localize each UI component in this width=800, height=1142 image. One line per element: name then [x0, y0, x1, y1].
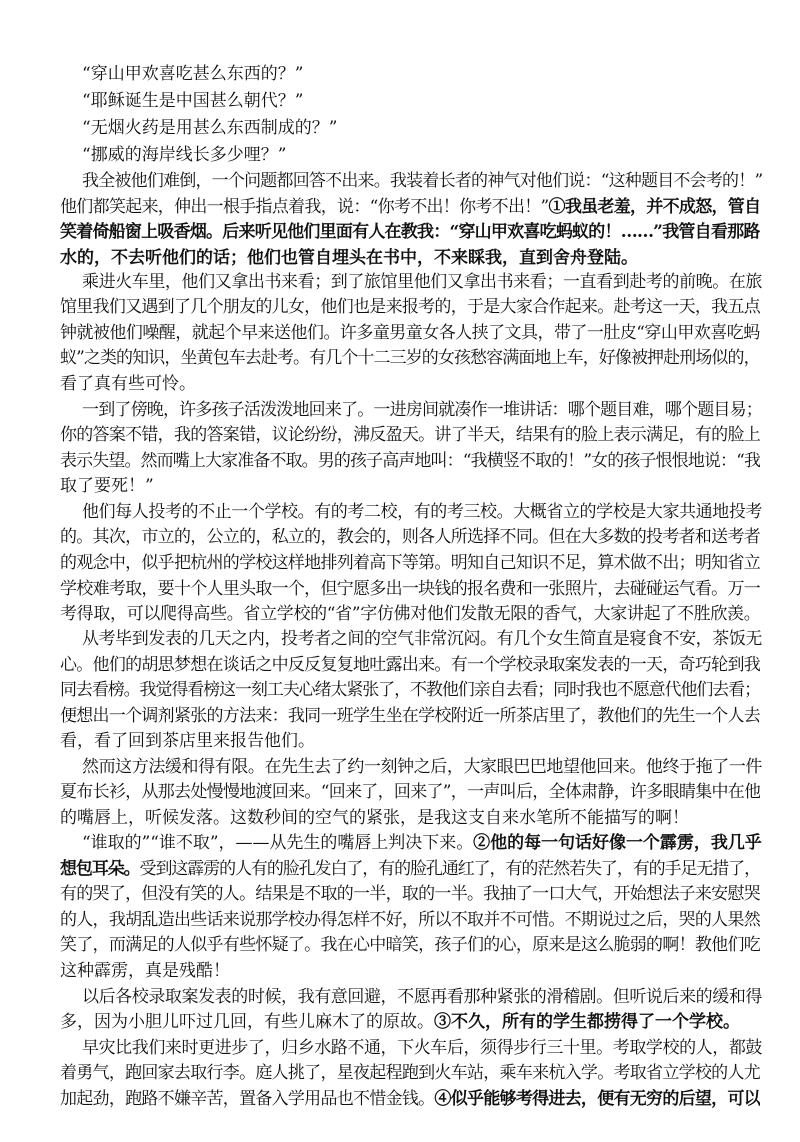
text-line — [82, 502, 762, 522]
text-segment: 的嘴唇上，听候发落。这数秒间的空气的紧张，是我这支自来水笔所不能描写的啊！ — [60, 808, 689, 828]
underlined-text-segment: ①我虽老羞，并不成怒，管自 — [548, 197, 760, 217]
text-line — [60, 731, 460, 751]
text-line — [60, 655, 760, 675]
text-segment: 从考毕到发表的几天之内，投考者之间的空气非常沉闷。有几个女生简直是寝食不安，茶饭无 — [82, 629, 762, 649]
text-line — [60, 808, 760, 828]
text-segment: 看了真有些可怜。 — [60, 374, 196, 394]
text-line — [60, 425, 760, 445]
text-segment: 表示失望。然而嘴上大家准备不取。男的孩子高声地叫：“我横竖不取的！”女的孩子恨恨地说：“我 — [60, 451, 760, 471]
text-segment: 我全被他们难倒，一个问题都回答不出来。我装着长者的神气对他们说：“这种题目不会考的！” — [82, 171, 762, 191]
text-line — [60, 579, 760, 599]
text-segment: 有的哭了，但没有笑的人。结果是不取的一半，取的一半。我抽了一口大气，开始想法子来安慰哭 — [60, 884, 760, 904]
text-line — [60, 961, 360, 981]
text-segment: 这种霹雳，真是残酷！ — [60, 961, 230, 981]
text-segment: 钟就被他们噪醒，就起个早来送他们。许多童男童女各人挟了文具，带了一肚皮“穿山甲欢喜吃蚂 — [60, 323, 760, 343]
text-segment: 的。其次，市立的，公立的，私立的，教会的，则各人所选择不同。但在大多数的投考者和送考者 — [60, 527, 760, 547]
text-segment: “谁取的”“谁不取”，——从先生的嘴唇上判决下来。 — [82, 833, 474, 853]
text-segment: 然而这方法缓和得有限。在先生去了约一刻钟之后，大家眼巴巴地望他回来。他终于拖了一件 — [82, 757, 762, 777]
text-line — [60, 248, 760, 268]
text-segment: 学校难考取，要十个人里头取一个，但宁愿多出一块钱的报名费和一张照片，去碰碰运气看。万一 — [60, 579, 760, 599]
text-line — [82, 118, 412, 138]
text-segment: 的人，我胡乱造出些话来说那学校办得怎样不好，所以不取并不可惜。不期说过之后，哭的人果然 — [60, 910, 760, 930]
text-line — [82, 629, 762, 649]
text-line — [82, 987, 762, 1007]
text-line — [82, 91, 412, 111]
text-line — [60, 935, 760, 955]
text-segment: 多，因为小胆儿吓过几回，有些儿麻木了的原故。 — [60, 1012, 434, 1032]
text-line — [60, 348, 760, 368]
text-line — [82, 833, 762, 853]
text-line — [60, 884, 760, 904]
text-line — [82, 64, 412, 84]
text-segment: 他们每人投考的不止一个学校。有的考二校，有的考三校。大概省立的学校是大家共通地投考 — [82, 502, 762, 522]
text-line — [60, 1012, 760, 1032]
text-segment: 你的答案不错，我的答案错，议论纷纷，沸反盈天。讲了半天，结果有的脸上表示满足，有的脸上 — [60, 425, 760, 445]
underlined-text-segment: ③不久，所有的学生都捞得了一个学校。 — [434, 1012, 740, 1032]
text-line — [60, 527, 760, 547]
text-segment: 他们都笑起来，伸出一根手指点着我，说：“你考不出！你考不出！” — [60, 197, 549, 217]
underlined-text-segment: 笑着倚船窗上吸香烟。后来听见他们里面有人在教我：“穿山甲欢喜吃蚂蚁的！……”我管自看那路 — [60, 222, 760, 242]
underlined-text-segment: ④似乎能够考得进去，便有无穷的后望，可以 — [434, 1089, 760, 1109]
text-line — [82, 400, 762, 420]
text-line — [60, 222, 760, 242]
text-segment: 的观念中，似乎把杭州的学校这样地排列着高下等第。明知自己知识不足，算术做不出；明知省立 — [60, 553, 760, 573]
text-line — [60, 297, 760, 317]
text-line — [60, 1089, 760, 1109]
text-line — [60, 451, 760, 471]
text-segment: 一到了傍晚，许多孩子活泼泼地回来了。一进房间就凑作一堆讲话：哪个题目难，哪个题目易； — [82, 400, 762, 420]
underlined-text-segment: ②他的每一句话好像一个霹雳，我几乎 — [473, 833, 762, 853]
text-line — [60, 476, 360, 496]
text-segment: 便想出一个调剂紧张的方法来：我同一班学生坐在学校附近一所茶店里了，教他们的先生一个人去 — [60, 706, 760, 726]
text-segment: 取了要死！” — [60, 476, 154, 496]
text-segment: 着勇气，跑回家去取行李。庭人挑了，星夜起程跑到火车站，乘车来杭入学。考取省立学校的人尤 — [60, 1063, 760, 1083]
text-line — [60, 197, 760, 217]
text-line — [60, 553, 760, 573]
text-segment: 笑了，而满足的人似乎有些怀疑了。我在心中暗笑，孩子们的心，原来是这么脆弱的啊！教他们吃 — [60, 935, 760, 955]
text-segment: 早灾比我们来时更进步了，归乡水路不通，下火车后，须得步行三十里。考取学校的人，都鼓 — [82, 1038, 762, 1058]
text-segment: 馆里我们又遇到了几个朋友的儿女，他们也是来报考的，于是大家合作起来。赴考这一天，我五点 — [60, 297, 760, 317]
text-line — [82, 145, 412, 165]
text-line — [82, 1038, 762, 1058]
text-segment: “挪威的海岸线长多少哩？” — [82, 145, 287, 165]
text-segment: 以后各校录取案发表的时候，我有意回避，不愿再看那种紧张的滑稽剧。但听说后来的缓和得 — [82, 987, 762, 1007]
text-line — [82, 171, 762, 191]
text-segment: 受到这霹雳的人有的脸孔发白了，有的脸孔通红了，有的茫然若失了，有的手足无措了， — [139, 859, 760, 879]
text-segment: 心。他们的胡思梦想在谈话之中反反复复地吐露出来。有一个学校录取案发表的一天，奇巧轮到我 — [60, 655, 760, 675]
text-segment: “穿山甲欢喜吃甚么东西的？” — [82, 64, 304, 84]
text-segment: 夏布长衫，从那去处慢慢地渡回来。“回来了，回来了”，一声叫后，全体肃静，许多眼睛集中在他 — [60, 782, 760, 802]
text-line — [60, 910, 760, 930]
text-line — [60, 782, 760, 802]
text-line — [60, 859, 760, 879]
text-segment: “耶稣诞生是中国甚么朝代？” — [82, 91, 304, 111]
underlined-text-segment: 水的，不去听他们的话；他们也管自埋头在书中，不来睬我，直到舍舟登陆。 — [60, 248, 638, 268]
text-line — [82, 272, 762, 292]
underlined-text-segment: 想包耳朵。 — [60, 859, 140, 879]
text-line — [60, 374, 360, 394]
text-line — [60, 706, 760, 726]
text-line — [60, 680, 760, 700]
text-segment: 加起劲，跑路不嫌辛苦，置备入学用品也不惜金钱。 — [60, 1089, 435, 1109]
text-line — [60, 1063, 760, 1083]
text-segment: “无烟火药是用甚么东西制成的？” — [82, 118, 338, 138]
text-line — [60, 323, 760, 343]
text-segment: 蚁”之类的知识，坐黄包车去赴考。有几个十二三岁的女孩愁容满面地上车，好像被押赴刑场似的， — [60, 348, 760, 368]
text-segment: 考得取，可以爬得高些。省立学校的“省”字仿佛对他们发散无限的香气，大家讲起了不胜欣羡。 — [60, 604, 760, 624]
text-segment: 看，看了回到茶店里来报告他们。 — [60, 731, 315, 751]
text-line — [82, 757, 762, 777]
text-segment: 乘进火车里，他们又拿出书来看；到了旅馆里他们又拿出书来看；一直看到赴考的前晚。在旅 — [82, 272, 762, 292]
text-line — [60, 604, 760, 624]
text-segment: 同去看榜。我觉得看榜这一刻工夫心绪太紧张了，不教他们亲自去看；同时我也不愿意代他们去看； — [60, 680, 760, 700]
